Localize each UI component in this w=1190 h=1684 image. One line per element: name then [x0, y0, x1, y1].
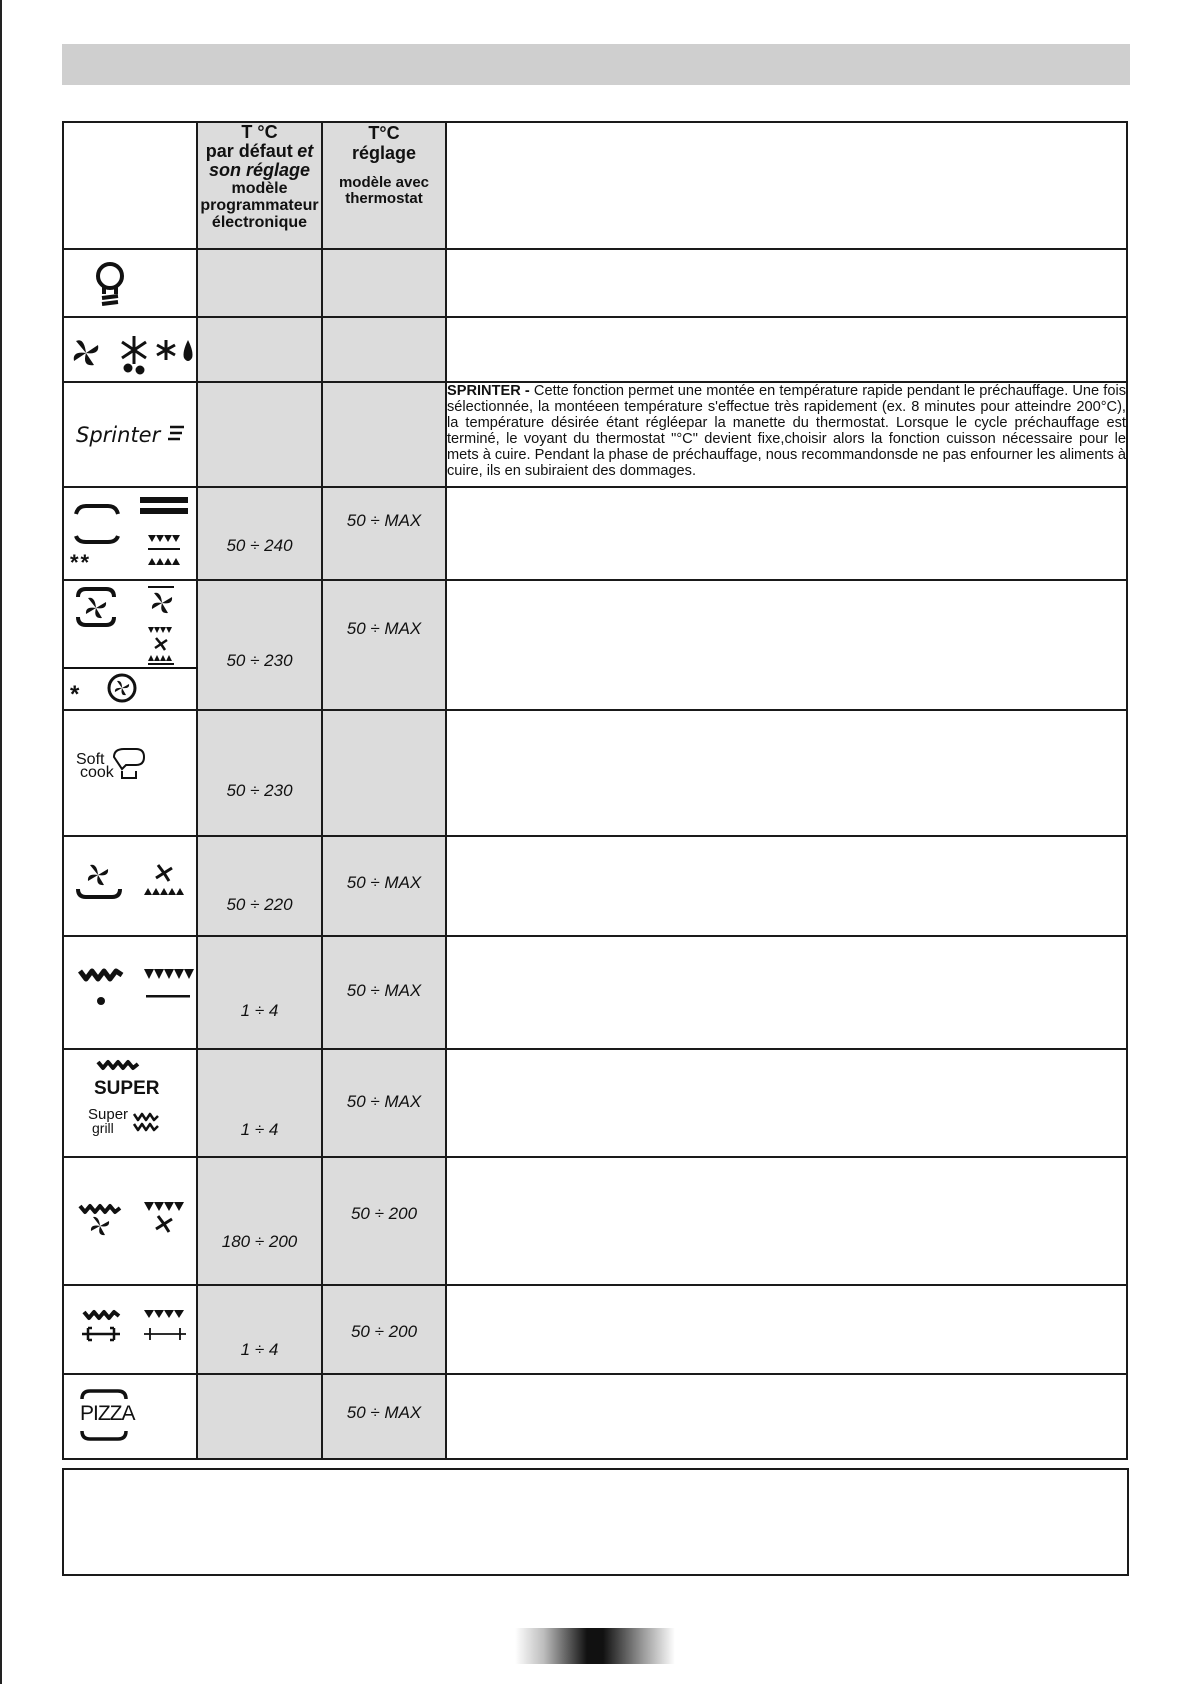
description-cell	[446, 580, 1127, 710]
icon-header-cell	[63, 122, 197, 249]
page-number-tab	[515, 1628, 675, 1664]
description-cell	[446, 487, 1127, 580]
table-row	[63, 836, 1127, 936]
thermostat-range: 50 ÷ MAX	[346, 511, 422, 530]
default-range-cell	[197, 1157, 322, 1285]
thermostat-range-cell	[322, 249, 446, 317]
table-row	[63, 1049, 1127, 1157]
snowflake-drop-icon	[64, 318, 198, 383]
icon-cell	[63, 580, 197, 710]
default-range: 50 ÷ 230	[226, 651, 293, 670]
thermostat-model-label: modèle avec	[338, 174, 430, 191]
default-range-cell	[197, 317, 322, 382]
table-row	[63, 487, 1127, 580]
oven-functions-table	[62, 121, 1128, 1460]
thermostat-range-cell	[322, 1374, 446, 1459]
thermostat-setting-label: réglage	[351, 143, 417, 163]
default-range-cell	[197, 836, 322, 936]
thermostat-range-cell	[322, 1049, 446, 1157]
default-temp-label: T °C	[241, 122, 278, 142]
thermostat-range-cell	[322, 1285, 446, 1374]
icon-cell	[63, 1049, 197, 1157]
thermostat-range-cell	[322, 710, 446, 836]
default-range-cell	[197, 936, 322, 1049]
icon-cell	[63, 249, 197, 317]
table-row	[63, 249, 1127, 317]
default-range-cell	[197, 710, 322, 836]
thermostat-range-cell	[322, 936, 446, 1049]
description-cell	[446, 317, 1127, 382]
top-heat-icon	[64, 937, 198, 1050]
description-cell	[446, 1157, 1127, 1285]
circular-fan-icon	[64, 581, 198, 711]
icon-cell	[63, 710, 197, 836]
icon-cell	[63, 836, 197, 936]
default-range: 1 ÷ 4	[240, 1340, 279, 1359]
icon-cell	[63, 1285, 197, 1374]
icon-cell	[63, 1374, 197, 1459]
electronic-label: électronique	[211, 214, 308, 231]
thermostat-range-cell	[322, 836, 446, 936]
table-row	[63, 1157, 1127, 1285]
table-row	[63, 1374, 1127, 1459]
default-range: 1 ÷ 4	[240, 1001, 279, 1020]
default-range-cell	[197, 382, 322, 487]
table-row	[63, 317, 1127, 382]
thermostat-range: 50 ÷ 200	[350, 1204, 418, 1223]
setting-label: son réglage	[208, 160, 311, 180]
default-range-cell	[197, 1285, 322, 1374]
pizza-icon	[64, 1375, 196, 1458]
table-row	[63, 382, 1127, 487]
table-row	[63, 1285, 1127, 1374]
description-cell	[446, 249, 1127, 317]
soft-label: Soft	[76, 751, 105, 768]
cook-label: cook	[80, 764, 114, 781]
super-label: SUPER	[94, 1078, 160, 1099]
thermostat-range-cell	[322, 580, 446, 710]
icon-cell	[63, 382, 197, 487]
description-cell	[446, 1374, 1127, 1459]
lamp-icon	[64, 250, 198, 318]
default-range: 50 ÷ 230	[226, 781, 293, 800]
thermostat-range: 50 ÷ MAX	[346, 1403, 422, 1422]
note-box	[62, 1468, 1129, 1576]
default-range-cell	[197, 580, 322, 710]
table-row	[63, 710, 1127, 836]
description-cell	[446, 836, 1127, 936]
thermostat-range: 50 ÷ MAX	[346, 981, 422, 1000]
default-range-cell	[197, 487, 322, 580]
default-range: 50 ÷ 240	[226, 536, 293, 555]
single-star-label: *	[70, 681, 80, 708]
description-header-cell	[446, 122, 1127, 249]
icon-cell	[63, 1157, 197, 1285]
icon-cell	[63, 487, 197, 580]
super-small-label: Super	[88, 1106, 129, 1123]
description-cell	[446, 1049, 1127, 1157]
sprinter-icon	[64, 383, 196, 486]
description-cell	[446, 936, 1127, 1049]
default-range: 180 ÷ 200	[221, 1232, 298, 1251]
programmer-label: programmateur	[200, 197, 319, 214]
fan-top-heat-icon	[64, 1158, 198, 1286]
thermostat-temp-header	[322, 122, 446, 249]
icon-cell	[63, 317, 197, 382]
thermostat-temp-label: T°C	[368, 123, 400, 143]
default-range-cell	[197, 1049, 322, 1157]
model-label: modèle	[231, 180, 288, 197]
default-label: par défaut	[205, 141, 293, 161]
thermostat-range-cell	[322, 487, 446, 580]
table-header-row	[63, 122, 1127, 249]
description-title: SPRINTER -	[447, 383, 530, 399]
table-row	[63, 580, 1127, 710]
header-bar	[62, 44, 1130, 85]
thermostat-range-cell	[322, 382, 446, 487]
default-range-cell	[197, 249, 322, 317]
thermostat-label: thermostat	[345, 190, 423, 207]
table-row	[63, 936, 1127, 1049]
fan-bottom-heat-icon	[64, 837, 198, 937]
soft-cook-icon	[64, 711, 196, 835]
super-grill-icon	[64, 1050, 196, 1156]
default-range: 50 ÷ 220	[226, 895, 293, 914]
super-grill-wave-icon	[64, 1050, 198, 1158]
icon-cell	[63, 936, 197, 1049]
rotisserie-top-icon	[64, 1286, 198, 1375]
thermostat-range: 50 ÷ MAX	[346, 873, 422, 892]
thermostat-range: 50 ÷ 200	[350, 1322, 418, 1341]
grill-small-label: grill	[92, 1120, 114, 1136]
default-temp-header	[197, 122, 322, 249]
sprinter-icon-label: Sprinter	[76, 423, 161, 447]
thermostat-range: 50 ÷ MAX	[346, 1092, 422, 1111]
description-cell	[446, 710, 1127, 836]
thermostat-range: 50 ÷ MAX	[346, 619, 422, 638]
thermostat-range-cell	[322, 1157, 446, 1285]
default-range-cell	[197, 1374, 322, 1459]
description-text: Cette fonction permet une montée en température rapide pendant le préchauffage. Une fois sélectionnée, la montéeen température s'effectue très rapidement (ex. 8 minutes pour atteindre 200°C), la température désirée étant régléepar la manette du thermostat. Lorsque le cycle préchauffage est terminé, le voyant du thermostat "°C" devient fixe,choisir alors la fonction cuisson nécessaire pour le mets à cuire. Pendant la phase de préchauffage, nous recommandonsde ne pas enfourner les aliments à cuire, ils en subiraient des dommages.	[447, 383, 1126, 479]
pizza-label: PIZZA	[80, 1402, 135, 1425]
description-cell	[446, 382, 1127, 487]
thermostat-range-cell	[322, 317, 446, 382]
description-cell	[446, 1285, 1127, 1374]
and-label: et	[297, 141, 314, 161]
default-range: 1 ÷ 4	[240, 1120, 279, 1139]
double-star-label: **	[70, 550, 92, 575]
page-edge	[0, 0, 2, 1684]
